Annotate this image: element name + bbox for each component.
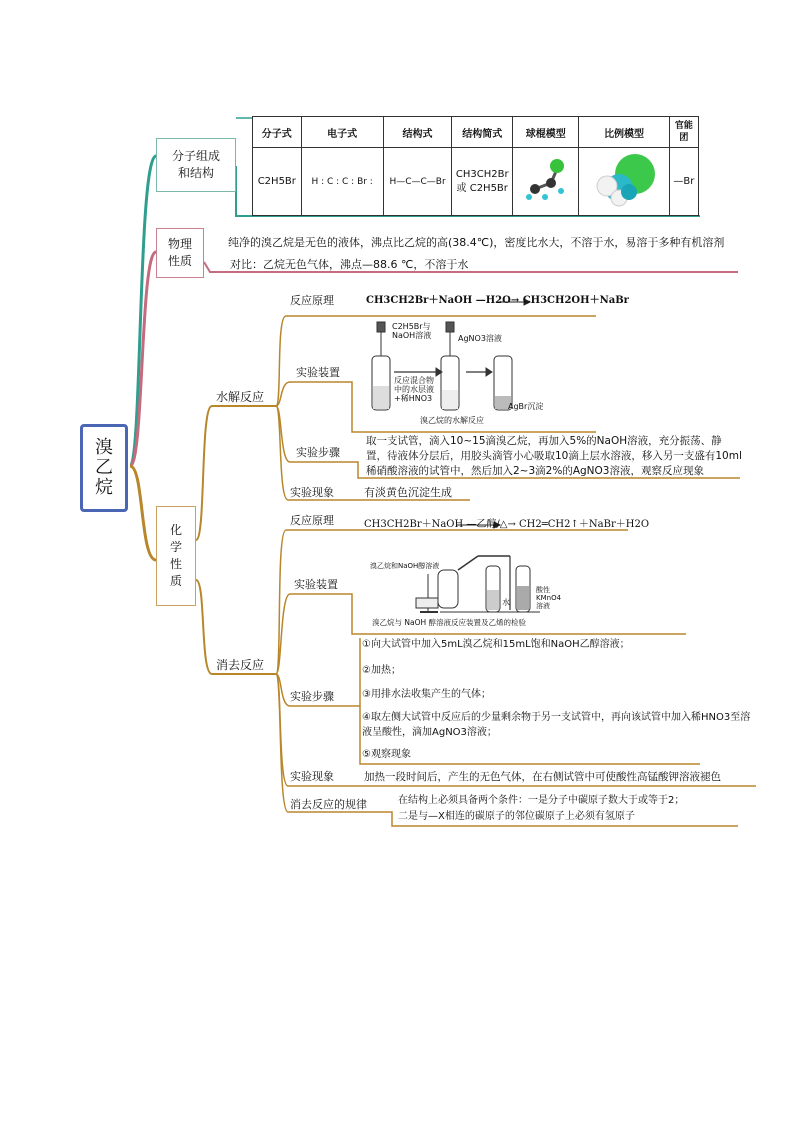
- node-physical-line: 性质: [167, 254, 192, 268]
- cell-functional-group: —Br: [669, 148, 698, 216]
- hydrolysis-precipitate-label: AgBr沉淀: [508, 402, 544, 411]
- elimination-step: ①向大试管中加入5mL溴乙烷和15mL饱和NaOH乙醇溶液；: [362, 639, 630, 650]
- elimination-step: ⑤观察现象: [362, 749, 411, 760]
- structure-table-header: [253, 117, 699, 148]
- space-filling-model-icon: [589, 150, 659, 210]
- node-physical: [156, 228, 204, 278]
- root-char: 烷: [95, 477, 113, 498]
- hydrolysis-label: 水解反应: [216, 390, 265, 404]
- node-chemical-char: 质: [169, 574, 182, 588]
- elimination-apparatus-caption: 溴乙烷与 NaOH 醇溶液反应装置及乙烯的检验: [372, 618, 527, 627]
- elimination-step: ②加热；: [362, 665, 401, 676]
- header-functional-group: 官能 团: [669, 117, 698, 148]
- header-structural-formula: 结构式: [383, 117, 452, 148]
- cell-space-filling: [579, 148, 669, 216]
- root-node-bromoethane: [80, 424, 128, 512]
- elimination-acid-label: 酸性 KMnO4 溶液: [536, 586, 562, 610]
- header-ball-stick: 球棍模型: [513, 117, 579, 148]
- physical-text-1: 纯净的溴乙烷是无色的液体，沸点比乙烷的高(38.4℃)，密度比水大，不溶于水，易溶于多种有机溶剂: [228, 236, 725, 249]
- hydrolysis-equation: CH3CH2Br＋NaOH —H2O→ CH3CH2OH＋NaBr: [366, 295, 629, 306]
- hydrolysis-steps-label: 实验步骤: [296, 446, 340, 459]
- hydrolysis-apparatus-label: 实验装置: [296, 366, 340, 379]
- elimination-equation: CH3CH2Br＋NaOH —乙醇/△→ CH2═CH2↑＋NaBr＋H2O: [364, 519, 650, 530]
- header-molecular-formula: 分子式: [253, 117, 302, 148]
- structure-table-row: [253, 148, 699, 216]
- hydrolysis-apparatus-caption: 溴乙烷的水解反应: [420, 416, 484, 425]
- root-char: 溴: [95, 437, 113, 458]
- ball-stick-model-icon: [521, 153, 571, 207]
- elimination-observation: 加热一段时间后，产生的无色气体，在右侧试管中可使酸性高锰酸钾溶液褪色: [364, 771, 721, 783]
- cell-condensed-formula: [452, 148, 513, 216]
- node-structure-line: 和结构: [177, 166, 214, 180]
- hydrolysis-mixture-label: 反应混合物 中的水层液 +稀HNO3: [394, 376, 434, 403]
- elimination-rule-line1: 在结构上必须具备两个条件：一是分子中碳原子数大于或等于2；: [398, 795, 685, 806]
- elimination-water-label: 水: [502, 598, 510, 607]
- connector-chemical: [130, 466, 156, 560]
- elimination-observation-label: 实验现象: [290, 770, 334, 783]
- hydrolysis-principle-label: 反应原理: [290, 294, 334, 307]
- elimination-step: ④取左侧大试管中反应后的少量剩余物于另一支试管中，再向该试管中加入稀HNO3至溶液呈酸性，滴加AgNO3溶液；: [362, 712, 751, 738]
- hydrolysis-steps-text: 取一支试管，滴入10~15滴溴乙烷，再加入5%的NaOH溶液，充分振荡、静置，待液体分层后，用胶头滴管小心吸取10滴上层水溶液，移入另一支盛有10ml稀硝酸溶液的试管中，然后加入2~3滴2%的AgNO3溶液，观察反应现象: [366, 435, 742, 477]
- structure-table: [252, 116, 699, 216]
- hydrolysis-observation: 有淡黄色沉淀生成: [364, 486, 452, 499]
- elimination-rule-label: 消去反应的规律: [290, 798, 367, 811]
- header-condensed-formula: 结构简式: [452, 117, 513, 148]
- root-char: 乙: [95, 457, 113, 478]
- elimination-step: ③用排水法收集产生的气体；: [362, 689, 491, 700]
- condensed-formula-1: CH3CH2Br: [455, 168, 509, 180]
- elimination-rule-line2: 二是与—X相连的碳原子的邻位碳原子上必须有氢原子: [398, 811, 635, 822]
- node-chemical-char: 化: [169, 523, 182, 537]
- node-chemical-char: 性: [169, 557, 182, 571]
- cell-electron-formula: H : C : C : Br :: [301, 148, 383, 216]
- connector-hydrolysis: [196, 406, 276, 540]
- elimination-label: 消去反应: [216, 658, 265, 672]
- elimination-apparatus-label: 实验装置: [294, 578, 338, 591]
- connector-structure: [130, 156, 156, 466]
- hydrolysis-observation-label: 实验现象: [290, 486, 334, 499]
- header-space-filling: 比例模型: [579, 117, 669, 148]
- cell-structural-formula: H—C—C—Br: [383, 148, 452, 216]
- cell-ball-stick: [513, 148, 579, 216]
- condensed-formula-2: 或 C2H5Br: [456, 182, 508, 194]
- elimination-principle-label: 反应原理: [290, 514, 334, 527]
- cell-molecular-formula: C2H5Br: [253, 148, 302, 216]
- node-structure: [156, 138, 236, 192]
- hydrolysis-tube1-label: C2H5Br与 NaOH溶液: [392, 322, 432, 340]
- physical-text-2: 对比：乙烷无色气体，沸点—88.6 ℃，不溶于水: [230, 258, 469, 271]
- node-physical-line: 物理: [167, 237, 192, 251]
- node-chemical-char: 学: [169, 540, 182, 554]
- header-electron-formula: 电子式: [301, 117, 383, 148]
- hydrolysis-tube2-label: AgNO3溶液: [458, 334, 502, 343]
- elimination-steps-label: 实验步骤: [290, 690, 334, 703]
- node-chemical: [156, 506, 196, 606]
- node-structure-line: 分子组成: [171, 149, 220, 163]
- elimination-flask-label: 溴乙烷和NaOH醇溶液: [370, 562, 440, 570]
